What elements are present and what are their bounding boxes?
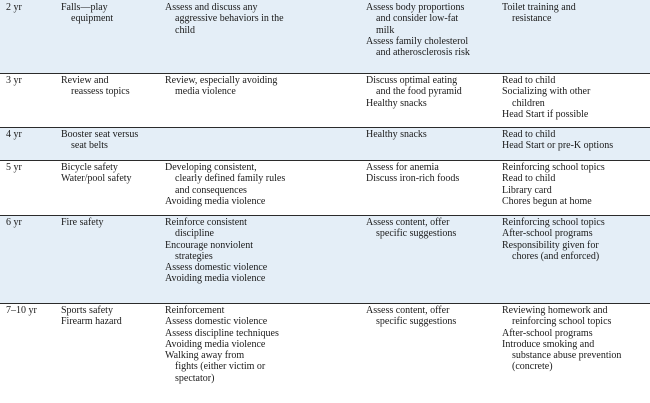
age-text-line: 4 yr: [6, 129, 22, 140]
nutrition-cell: [366, 75, 499, 109]
behavior-text-line: aggressive behaviors in the: [175, 13, 284, 25]
age-text-line: 2 yr: [6, 2, 22, 13]
age-cell: [6, 217, 56, 228]
nutrition-cell: [366, 305, 499, 328]
behavior-text-line: discipline: [175, 228, 214, 240]
behavior-text-line: Developing consistent,: [165, 162, 257, 173]
development-text-line: After-school programs: [502, 228, 593, 240]
nutrition-text-line: Discuss optimal eating: [366, 75, 458, 86]
safety-text-line: reassess topics: [71, 86, 130, 98]
development-text-line: resistance: [512, 13, 552, 25]
age-text-line: 5 yr: [6, 162, 22, 173]
nutrition-text-line: and consider low-fat: [376, 13, 459, 25]
development-text-line: Read to child: [502, 129, 556, 140]
development-text-line: Head Start if possible: [502, 108, 589, 120]
row-divider: [0, 215, 650, 216]
safety-text-line: Review and: [61, 75, 109, 86]
age-cell: [6, 2, 56, 13]
behavior-text-line: strategies: [175, 250, 213, 262]
nutrition-text-line: Assess body proportions: [366, 2, 465, 13]
nutrition-cell: [366, 2, 499, 58]
nutrition-text-line: specific suggestions: [376, 316, 457, 328]
safety-text-line: Booster seat versus: [61, 129, 139, 140]
safety-text-line: Sports safety: [61, 305, 113, 316]
behavior-text-line: Review, especially avoiding: [165, 75, 278, 86]
safety-cell: [61, 2, 161, 25]
age-cell: [6, 305, 56, 316]
nutrition-text-line: specific suggestions: [376, 228, 457, 240]
nutrition-text-line: milk: [376, 24, 395, 36]
age-cell: [6, 75, 56, 86]
development-text-line: Reviewing homework and: [502, 305, 608, 316]
development-cell: [502, 217, 648, 262]
age-cell: [6, 129, 56, 140]
safety-text-line: equipment: [71, 13, 114, 25]
development-text-line: Chores begun at home: [502, 195, 592, 207]
behavior-text-line: media violence: [175, 86, 236, 98]
development-cell: [502, 129, 648, 152]
nutrition-cell: [366, 129, 499, 140]
development-text-line: (concrete): [512, 361, 553, 373]
development-text-line: Read to child: [502, 173, 556, 185]
table-row: [0, 73, 650, 127]
nutrition-text-line: Healthy snacks: [366, 129, 427, 140]
nutrition-text-line: Assess content, offer: [366, 305, 450, 316]
age-cell: [6, 162, 56, 173]
behavior-text-line: Avoiding media violence: [165, 338, 266, 350]
table-row: [0, 127, 650, 160]
age-text-line: 6 yr: [6, 217, 22, 228]
nutrition-text-line: Assess for anemia: [366, 162, 439, 173]
row-divider: [0, 73, 650, 74]
behavior-text-line: child: [175, 24, 195, 36]
development-text-line: Head Start or pre-K options: [502, 140, 614, 152]
safety-text-line: Falls—play: [61, 2, 108, 13]
safety-cell: [61, 162, 161, 185]
development-text-line: Reinforcing school topics: [502, 162, 605, 173]
behavior-text-line: Avoiding media violence: [165, 195, 266, 207]
nutrition-text-line: and the food pyramid: [376, 86, 462, 98]
behavior-text-line: Reinforcement: [165, 305, 225, 316]
behavior-cell: [165, 75, 360, 98]
table-row: [0, 303, 650, 403]
behavior-cell: [165, 162, 360, 207]
safety-cell: [61, 129, 161, 152]
safety-text-line: Bicycle safety: [61, 162, 118, 173]
table-row: [0, 160, 650, 215]
nutrition-text-line: and atherosclerosis risk: [376, 47, 470, 59]
development-text-line: Introduce smoking and: [502, 338, 595, 350]
behavior-cell: [165, 2, 360, 36]
safety-text-line: Firearm hazard: [61, 316, 122, 328]
development-text-line: Socializing with other: [502, 86, 591, 98]
behavior-text-line: Assess domestic violence: [165, 262, 268, 274]
nutrition-text-line: Discuss iron-rich foods: [366, 173, 460, 185]
behavior-text-line: spectator): [175, 372, 215, 384]
development-cell: [502, 2, 648, 25]
nutrition-text-line: Assess content, offer: [366, 217, 450, 228]
nutrition-text-line: Assess family cholesterol: [366, 35, 469, 47]
development-text-line: children: [512, 97, 545, 109]
behavior-text-line: Reinforce consistent: [165, 217, 247, 228]
safety-cell: [61, 217, 161, 228]
table-row: [0, 0, 650, 73]
nutrition-text-line: Healthy snacks: [366, 97, 427, 109]
nutrition-cell: [366, 217, 499, 240]
development-cell: [502, 75, 648, 120]
table-row: [0, 215, 650, 303]
development-text-line: reinforcing school topics: [512, 316, 612, 328]
behavior-text-line: Assess and discuss any: [165, 2, 258, 13]
behavior-text-line: and consequences: [175, 184, 247, 196]
safety-text-line: seat belts: [71, 140, 108, 152]
behavior-text-line: Avoiding media violence: [165, 273, 266, 285]
development-text-line: chores (and enforced): [512, 250, 600, 262]
behavior-cell: [165, 305, 360, 384]
safety-cell: [61, 305, 161, 328]
development-text-line: Responsibility given for: [502, 239, 599, 251]
behavior-text-line: Assess discipline techniques: [165, 327, 279, 339]
development-cell: [502, 305, 648, 373]
development-text-line: Library card: [502, 184, 552, 196]
row-divider: [0, 303, 650, 304]
safety-text-line: Fire safety: [61, 217, 104, 228]
behavior-cell: [165, 217, 360, 285]
row-divider: [0, 127, 650, 128]
development-text-line: Reinforcing school topics: [502, 217, 605, 228]
development-text-line: Toilet training and: [502, 2, 576, 13]
development-text-line: substance abuse prevention: [512, 350, 622, 362]
development-text-line: Read to child: [502, 75, 556, 86]
age-text-line: 3 yr: [6, 75, 22, 86]
behavior-text-line: fights (either victim or: [175, 361, 266, 373]
behavior-text-line: Walking away from: [165, 350, 245, 362]
nutrition-cell: [366, 162, 499, 185]
development-text-line: After-school programs: [502, 327, 593, 339]
row-divider: [0, 160, 650, 161]
behavior-text-line: clearly defined family rules: [175, 173, 286, 185]
behavior-text-line: Assess domestic violence: [165, 316, 268, 328]
safety-cell: [61, 75, 161, 98]
behavior-text-line: Encourage nonviolent: [165, 239, 254, 251]
safety-text-line: Water/pool safety: [61, 173, 132, 185]
development-cell: [502, 162, 648, 207]
age-text-line: 7–10 yr: [6, 305, 37, 316]
